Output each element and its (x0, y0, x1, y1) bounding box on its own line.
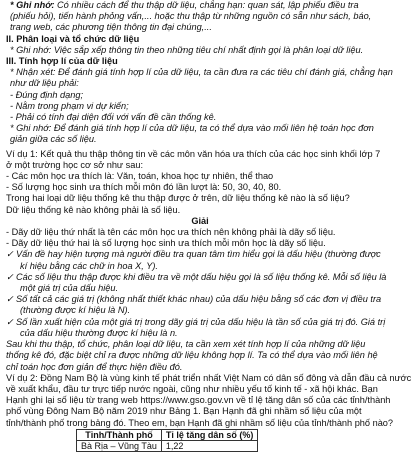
text-line: Hạnh ghi lại số liệu từ trang web https://www.gso.gov.vn về tỉ lệ tăng dân số của các tỉnh/thành (6, 395, 391, 406)
text-line: thống kê đó, đặc biệt chỉ ra được những dữ liệu không hợp lí. Ta có thể dựa vào mối liên hệ (6, 350, 378, 361)
text-line: trang web, các phương tiện thông tin đại chúng,... (10, 22, 212, 33)
text-line: Sau khi thu thập, tổ chức, phân loại dữ liệu, ta cần xem xét tính hợp lí của những dữ liệu (6, 339, 366, 350)
text-line: giản giữa các số liệu. (10, 134, 97, 145)
example-line: Ví dụ 1: Kết quả thu thập thông tin về các môn văn hóa ưa thích của các học sinh khối lớp 7 (6, 148, 381, 159)
text-line: ở một trường học cơ sở như sau: (6, 159, 144, 170)
bullet-line: ✓ Số tất cả các giá trị (không nhất thiết khác nhau) của dấu hiệu bằng số các đơn vị điều tra (6, 294, 382, 305)
text-line: - Các môn học ưa thích là: Văn, toán, khoa học tự nhiên, thể thao (6, 171, 274, 182)
text-line: - Phải có tính đại diện đối với vấn đề cần thống kê. (10, 112, 217, 123)
bullet-icon: ✓ (6, 316, 14, 327)
table-cell: Bà Rịa – Vũng Tàu (77, 440, 162, 451)
bullet-line: ✓ Số lần xuất hiện của một giá trị trong dãy giá trị của dấu hiệu là tần số của giá trị đó. Giá trị (6, 316, 386, 327)
bullet-icon: ✓ (6, 294, 14, 305)
text-line: một giá trị của dấu hiệu. (20, 283, 119, 294)
text-line: (thường được kí hiệu là N). (20, 305, 131, 316)
bullet-icon: ✓ (6, 271, 14, 282)
text-line: chỉ toán học đơn giản để thực hiện điều đó. (6, 361, 183, 372)
table-header-cell: Tỉ lệ tăng dân số (%) (161, 429, 258, 440)
text-line: (phiếu hỏi), tiến hành phỏng vấn,... hoặc thu thập từ những nguồn có sẵn như sách, báo, (10, 11, 372, 22)
text-line: - Dãy dữ liệu thứ nhất là tên các môn học ưa thích nên không phải là dãy số liệu. (6, 227, 336, 238)
text-line: - Nằm trong phạm vi dự kiến; (10, 100, 129, 111)
text-line: tỉnh/thành phố trong bảng đó. Theo em, bạn Hạnh đã ghi nhầm số liệu của tỉnh/thành phố nào? (6, 417, 394, 428)
solution-heading: Giải (191, 215, 209, 226)
table-header-row (77, 429, 258, 440)
text-line: * Ghi nhớ: Việc sắp xếp thông tin theo những tiêu chí nhất định gọi là phân loại dữ liệu. (10, 44, 364, 55)
text-line: - Đúng định dạng; (10, 89, 84, 100)
section-heading: III. Tính hợp lí của dữ liệu (6, 56, 118, 67)
text-line: của dấu hiệu thường được kí hiệu là n. (20, 327, 178, 338)
text-line: như dữ liệu phải: (10, 78, 79, 89)
text-line: Trong hai loại dữ liệu thống kê thu thập được ở trên, dữ liệu thống kê nào là số liệu? (6, 193, 350, 204)
table-row (77, 440, 258, 451)
example-line: Ví dụ 2: Đồng Nam Bộ là vùng kinh tế phát triển nhất Việt Nam có dân số đông và dẫn đầu cả nước (6, 372, 411, 383)
population-table (76, 429, 258, 452)
text-line: * Ghi nhớ: Có nhiều cách để thu thập dữ liệu, chẳng hạn: quan sát, lập phiếu điều tra (10, 0, 359, 10)
line-0-rest: Có nhiều cách để thu thập dữ liệu, chẳng hạn: quan sát, lập phiếu điều tra (57, 0, 359, 10)
text-line: - Dãy dữ liệu thứ hai là số lượng học sinh ưa thích mỗi môn học là dãy số liệu. (6, 238, 326, 249)
section-heading: II. Phân loại và tổ chức dữ liệu (6, 33, 140, 44)
text-line: * Ghi nhớ: Để đánh giá tính hợp lí của dữ liệu, ta có thể dựa vào mối liên hệ toán học đơn (10, 123, 374, 134)
text-line: Dữ liệu thống kê nào không phải là số liệu. (6, 204, 181, 215)
table-cell: 1,22 (161, 440, 258, 451)
text-line: về xuất khẩu, đầu tư trực tiếp nước ngoài, cũng như nhiều yếu tố kinh tế - xã hội khác. Bạn (6, 383, 378, 394)
text-line: - Số lượng học sinh ưa thích mỗi môn đó lần lượt là: 50, 30, 40, 80. (6, 182, 282, 193)
bullet-line: ✓ Các số liệu thu thập được khi điều tra về một dấu hiệu gọi là số liệu thống kê. Mỗi số liệu là (6, 271, 387, 282)
text-line: phố vùng Đông Nam Bộ năm 2019 như Bảng 1. Bạn Hạnh đã ghi nhầm số liệu của một (6, 406, 362, 417)
bullet-icon: ✓ (6, 249, 14, 260)
text-line: * Nhận xét: Để đánh giá tính hợp lí của dữ liệu, ta cần đưa ra các tiêu chí đánh giá, chẳng hạn (10, 67, 393, 78)
table-header-cell: Tỉnh/Thành phố (77, 429, 162, 440)
text-line: kí hiệu bằng các chữ in hoa X, Y). (20, 260, 158, 271)
bullet-line: ✓ Vấn đề hay hiện tượng mà người điều tra quan tâm tìm hiểu gọi là dấu hiệu (thường được (6, 249, 381, 260)
